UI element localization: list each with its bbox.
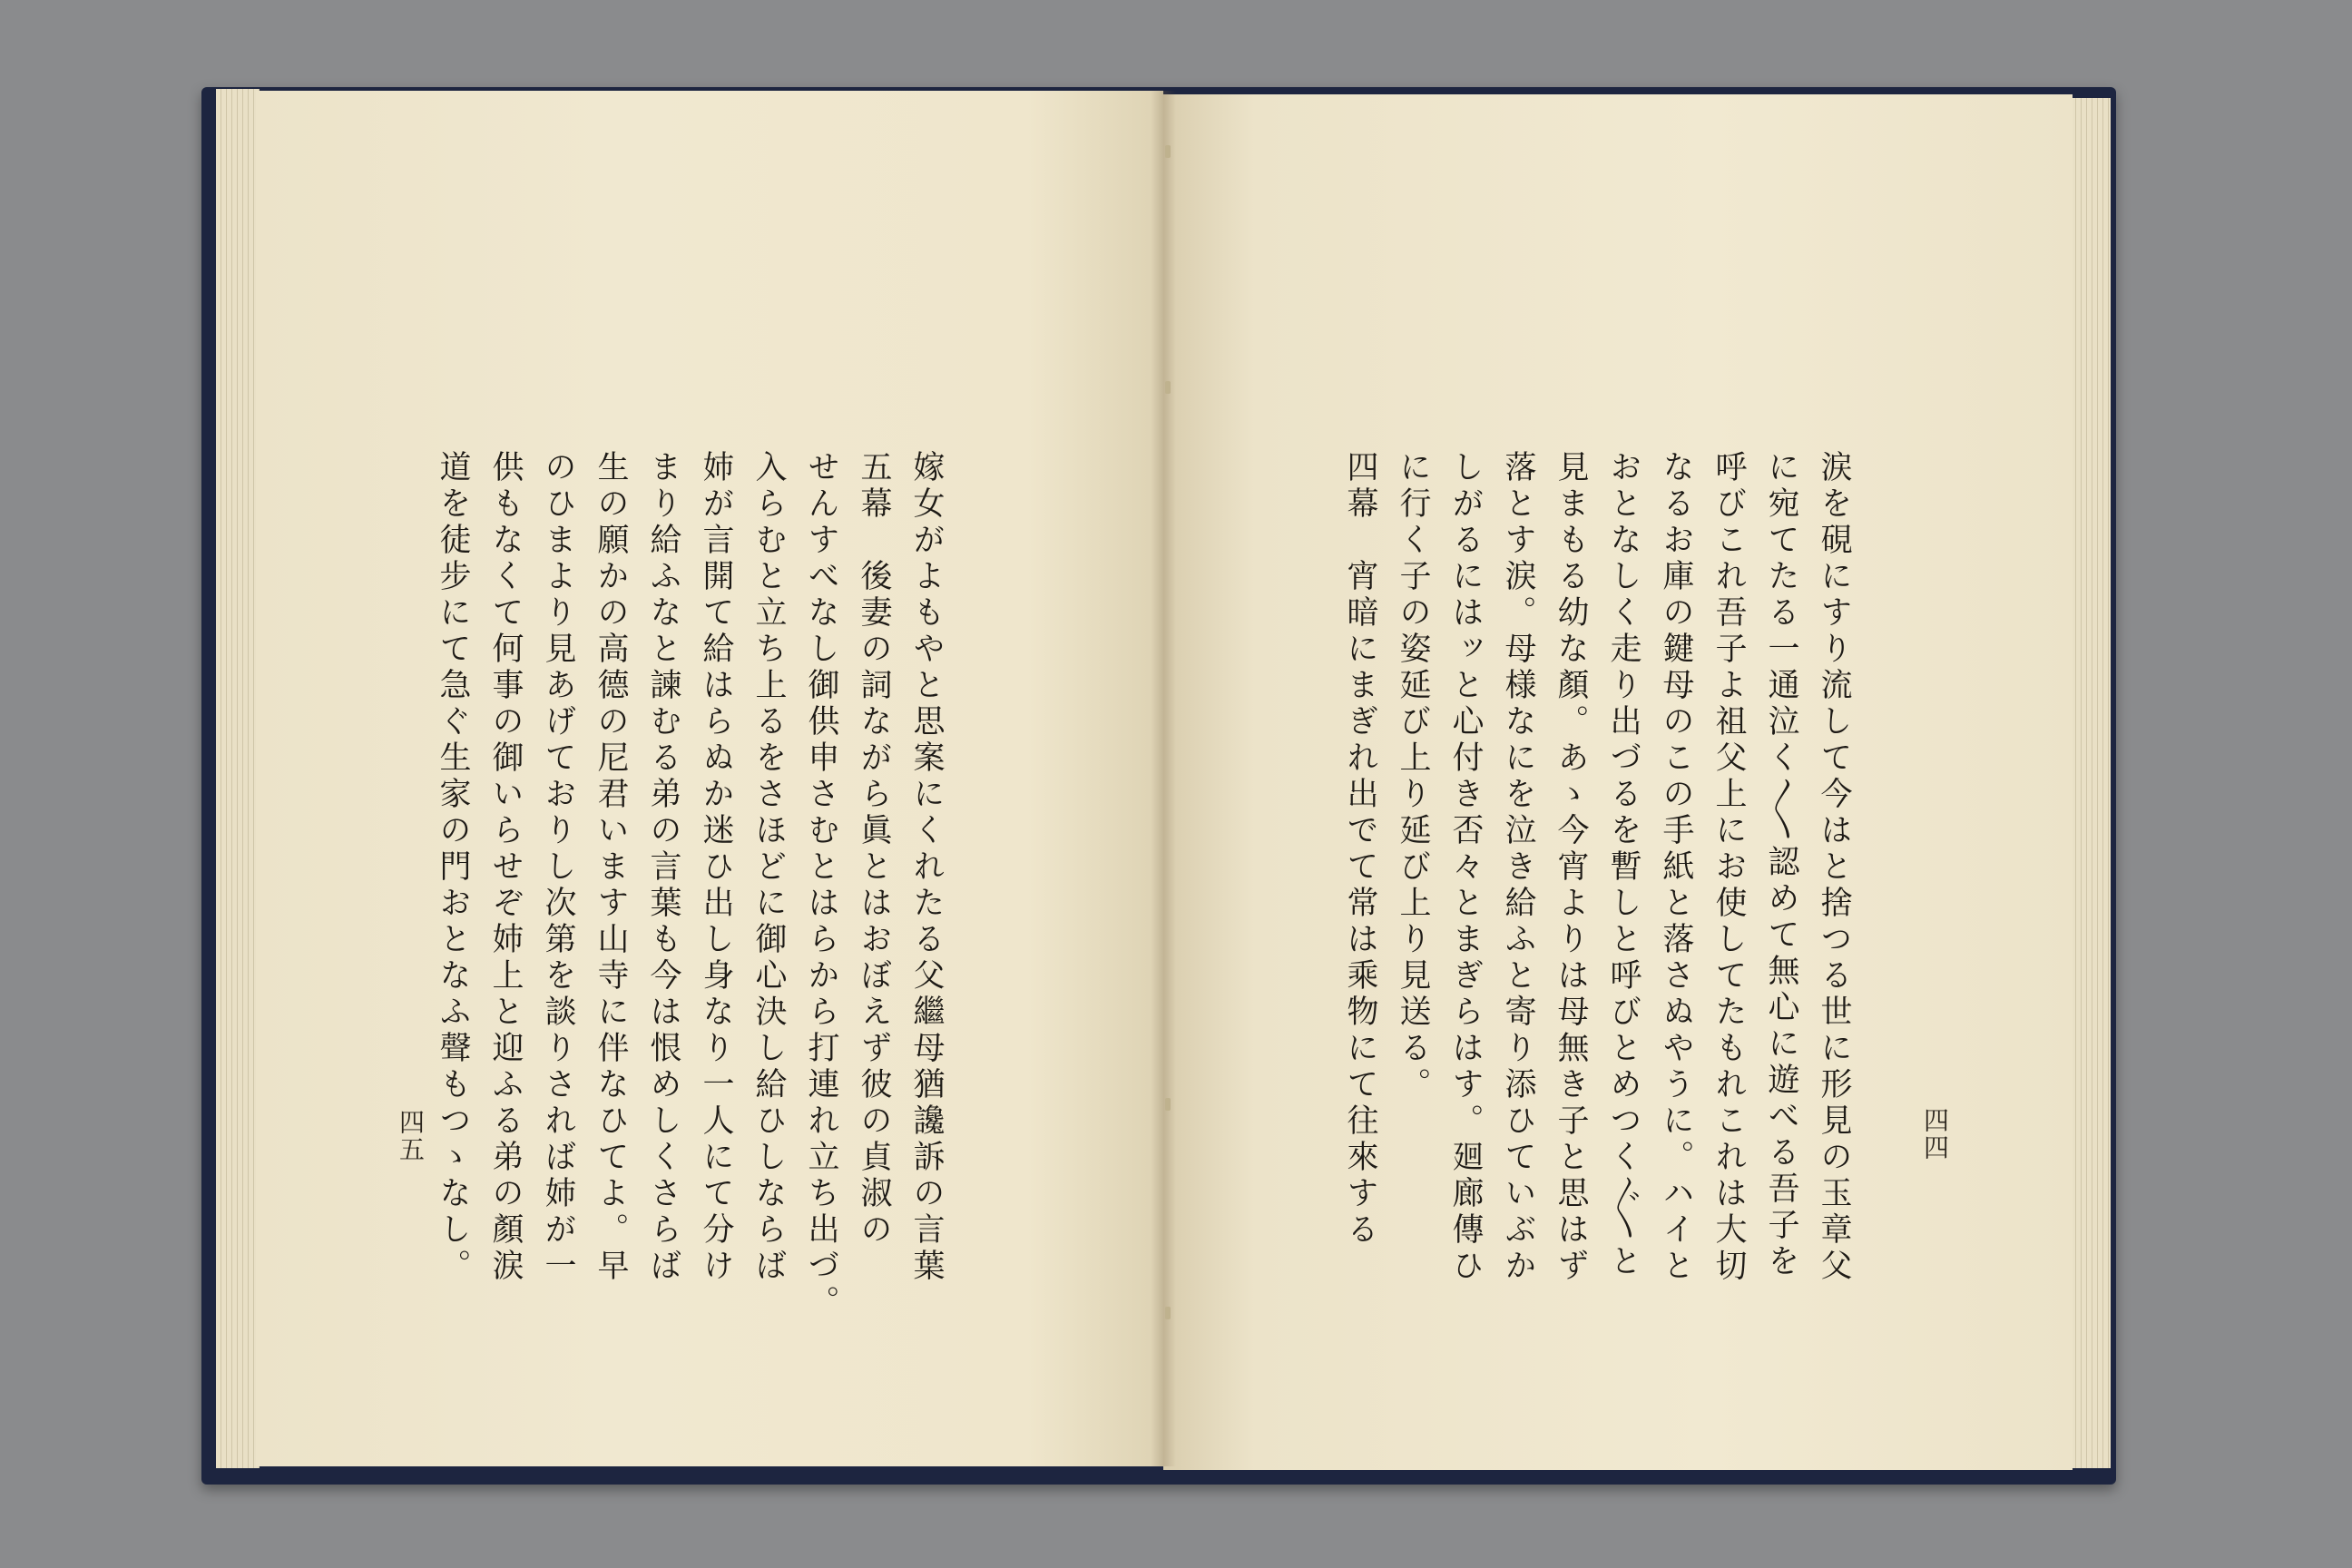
book-gutter [1151,91,1176,1466]
right-page-number: 四四 [1920,1107,1950,1161]
page-edges-left [216,89,260,1468]
left-page-number: 四五 [396,1109,426,1163]
right-page-body-text: 涙を硯にすり流して今はと捨つる世に形見の玉章父 に宛てたる一通泣く〳〵認めて無心に遊べる吾子を 呼びこれ吾子よ祖父上にお使してたもれこれは大切 なるお庫の鍵母のこの手紙と落さぬやうに。ハイと おとなしく走り出づるを暫しと呼びとめつく〴〵と 見まもる幼な顏。あゝ今宵よりは母無き子と思はず 落とす涙。母様なにを泣き給ふと寄り添ひていぶか しがるにはッと心付き否々とまぎらはす。廻廊傳ひ に行く子の姿延び上り延び上り見送る。 四幕 宵暗にまぎれ出でて常は乘物にて往來する [1342,450,1852,1285]
binding-stitch [1165,381,1171,394]
binding-stitch [1165,145,1171,158]
binding-stitch [1165,1307,1171,1319]
binding-stitch [1165,1098,1171,1111]
left-page-body-text: 嫁女がよもやと思案にくれたる父繼母猶讒訴の言葉 五幕 後妻の詞ながら眞とはおぼえず彼の貞淑の せんすべなし御供申さむとはらから打連れ立ち出づ。 入らむと立ち上るをさほどに御心決し給ひしならば 姉が言開て給はらぬか迷ひ出し身なり一人にて分け まり給ふなと諫むる弟の言葉も今は恨めしくさらば 生の願かの高德の尼君います山寺に伴なひてよ。早 のひまより見あげておりし次第を談りされば姉が一 供もなくて何事の御いらせぞ姉上と迎ふる弟の顏涙 道を徒步にて急ぐ生家の門おとなふ聲もつゝなし。 [435,450,945,1321]
